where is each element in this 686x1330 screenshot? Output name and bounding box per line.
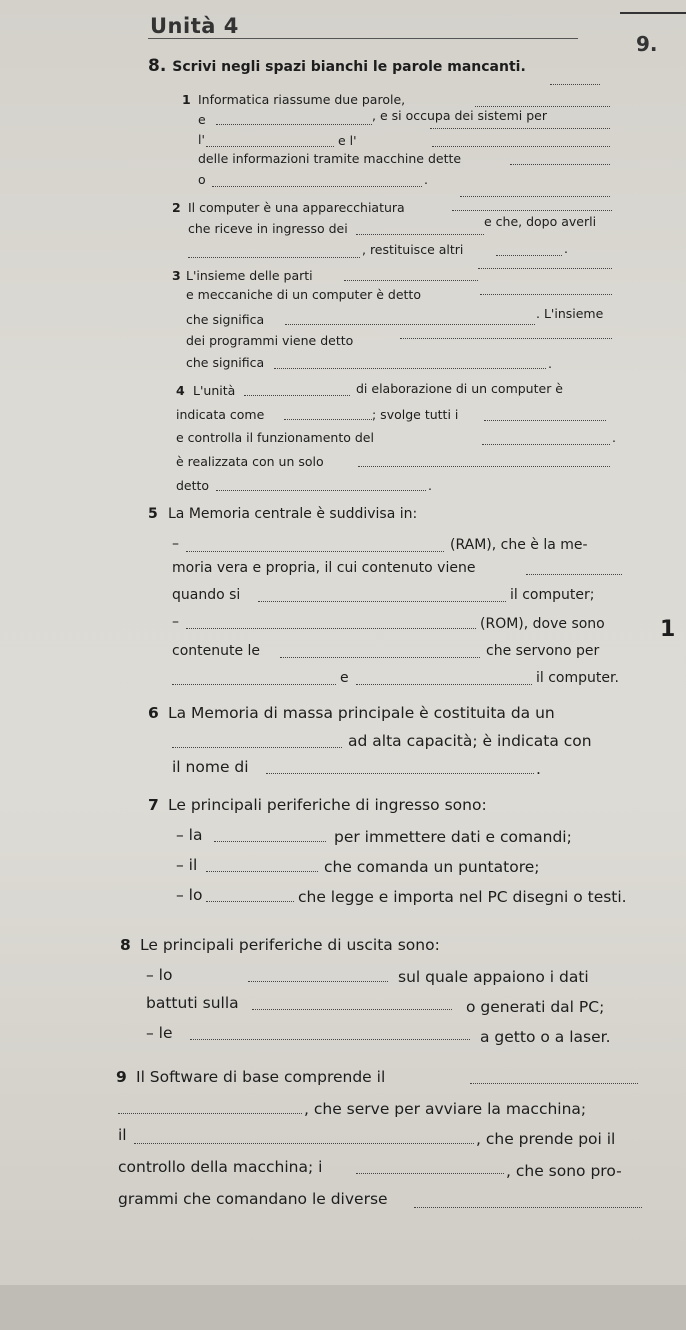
item-number: 8 — [120, 936, 131, 954]
item-text: – — [172, 614, 179, 630]
blank-line — [216, 124, 372, 125]
blank-line — [344, 280, 478, 281]
item-text: L'insieme delle parti — [186, 268, 313, 283]
blank-line — [475, 106, 610, 107]
header-rule — [148, 38, 578, 39]
item-text: Il Software di base comprende il — [136, 1068, 386, 1086]
item-text: – — [172, 536, 179, 552]
item-text: che significa — [186, 355, 265, 370]
blank-line — [356, 684, 532, 685]
blank-line — [186, 628, 476, 629]
exercise-title — [148, 56, 526, 76]
item-text: quando si — [172, 587, 241, 603]
blank-line — [285, 324, 535, 325]
item-text: La Memoria di massa principale è costituita da un — [168, 704, 555, 722]
blank-line — [430, 128, 610, 129]
item-text: a getto o a laser. — [480, 1028, 611, 1046]
blank-line — [212, 186, 422, 187]
item-text: . — [612, 430, 616, 445]
blank-line — [172, 684, 336, 685]
blank-line — [188, 257, 360, 258]
blank-line — [356, 234, 484, 235]
item-text: . — [428, 478, 432, 493]
item-text: che riceve in ingresso dei — [188, 221, 348, 236]
item-text: indicata come — [176, 407, 265, 422]
item-text: il computer; — [510, 587, 595, 603]
blank-line — [274, 368, 546, 369]
item-text: contenute le — [172, 643, 261, 659]
blank-line — [284, 419, 372, 420]
item-text: e — [340, 670, 349, 686]
item-number: 6 — [148, 704, 159, 722]
blank-line — [480, 294, 612, 295]
item-text: e — [198, 112, 206, 127]
item-text: , che sono pro- — [506, 1162, 622, 1180]
item-text: o generati dal PC; — [466, 998, 605, 1016]
item-text: controllo della macchina; i — [118, 1158, 323, 1176]
item-text: Le principali periferiche di ingresso sono: — [168, 796, 487, 814]
item-text: . — [564, 241, 568, 256]
blank-line — [134, 1143, 474, 1144]
margin-number: 1 — [660, 617, 676, 642]
blank-line — [118, 1113, 302, 1114]
item-text: è realizzata con un solo — [176, 454, 324, 469]
item-text: che comanda un puntatore; — [324, 858, 540, 876]
item-text: ad alta capacità; è indicata con — [348, 732, 592, 750]
item-text: grammi che comandano le diverse — [118, 1190, 388, 1208]
item-number: 2 — [172, 200, 181, 215]
item-text: . — [536, 760, 541, 778]
item-text: detto — [176, 478, 210, 493]
item-text: o — [198, 172, 206, 187]
item-text: ; svolge tutti i — [372, 407, 459, 422]
item-text: di elaborazione di un computer è — [356, 381, 564, 396]
item-text: , e si occupa dei sistemi per — [372, 108, 547, 123]
blank-line — [190, 1039, 470, 1040]
header-rule-right — [620, 12, 686, 14]
item-text: , che prende poi il — [476, 1130, 616, 1148]
item-text: . — [424, 172, 428, 187]
blank-line — [432, 146, 610, 147]
item-number: 4 — [176, 383, 185, 398]
item-text: che significa — [186, 312, 265, 327]
blank-line — [206, 146, 334, 147]
item-text: Le principali periferiche di uscita sono: — [140, 936, 440, 954]
item-text: delle informazioni tramite macchine dette — [198, 151, 462, 166]
item-text: dei programmi viene detto — [186, 333, 354, 348]
item-text: La Memoria centrale è suddivisa in: — [168, 506, 418, 522]
page-edge-shadow — [0, 1285, 686, 1330]
blank-line — [356, 1173, 504, 1174]
item-text: , che serve per avviare la macchina; — [304, 1100, 587, 1118]
exercise-instruction: Scrivi negli spazi bianchi le parole mancanti. — [172, 59, 526, 75]
item-text: Informatica riassume due parole, — [198, 92, 406, 107]
item-text: Il computer è una apparecchiatura — [188, 200, 405, 215]
item-text: . — [548, 356, 552, 371]
item-text: (RAM), che è la me- — [450, 537, 588, 553]
item-text: – lo — [146, 966, 173, 984]
item-text: che servono per — [486, 643, 600, 659]
item-text: che legge e importa nel PC disegni o testi. — [298, 888, 627, 906]
blank-line — [214, 841, 326, 842]
item-text: battuti sulla — [146, 994, 239, 1012]
item-text: il nome di — [172, 758, 249, 776]
blank-line — [452, 210, 612, 211]
blank-line — [482, 444, 610, 445]
blank-line — [252, 1009, 452, 1010]
blank-line — [478, 268, 612, 269]
item-text: , restituisce altri — [362, 242, 464, 257]
blank-line — [358, 466, 610, 467]
blank-line — [216, 490, 426, 491]
item-number: 1 — [182, 92, 191, 107]
blank-line — [510, 164, 610, 165]
blank-line — [460, 196, 610, 197]
item-text: per immettere dati e comandi; — [334, 828, 572, 846]
item-number: 5 — [148, 506, 158, 522]
item-text: e meccaniche di un computer è detto — [186, 287, 421, 302]
blank-line — [470, 1083, 638, 1084]
unit-title: Unità 4 — [150, 14, 239, 38]
item-text: – le — [146, 1024, 173, 1042]
item-number: 9 — [116, 1068, 127, 1086]
blank-line — [206, 901, 294, 902]
item-text: (ROM), dove sono — [480, 616, 605, 632]
item-text: L'unità — [193, 383, 236, 398]
blank-line — [550, 84, 600, 85]
blank-line — [280, 657, 480, 658]
blank-line — [526, 574, 622, 575]
blank-line — [206, 871, 318, 872]
blank-line — [400, 338, 612, 339]
item-text: il computer. — [536, 670, 619, 686]
item-text: e controlla il funzionamento del — [176, 430, 374, 445]
item-text: e che, dopo averli — [484, 214, 597, 229]
item-text: – la — [176, 826, 203, 844]
blank-line — [258, 601, 506, 602]
blank-line — [414, 1207, 642, 1208]
item-text: – lo — [176, 886, 203, 904]
item-text: l' — [198, 132, 205, 147]
item-text: sul quale appaiono i dati — [398, 968, 589, 986]
exercise-number: 8. — [148, 56, 167, 76]
blank-line — [266, 773, 534, 774]
blank-line — [484, 420, 606, 421]
item-text: moria vera e propria, il cui contenuto viene — [172, 560, 476, 576]
item-text: . L'insieme — [536, 306, 604, 321]
page-number: 9. — [636, 32, 658, 56]
blank-line — [186, 551, 444, 552]
item-text: e l' — [338, 133, 357, 148]
blank-line — [248, 981, 388, 982]
item-number: 7 — [148, 796, 159, 814]
item-text: – il — [176, 856, 198, 874]
item-number: 3 — [172, 268, 181, 283]
item-text: il — [118, 1126, 127, 1144]
blank-line — [496, 255, 562, 256]
blank-line — [172, 747, 342, 748]
blank-line — [244, 395, 350, 396]
